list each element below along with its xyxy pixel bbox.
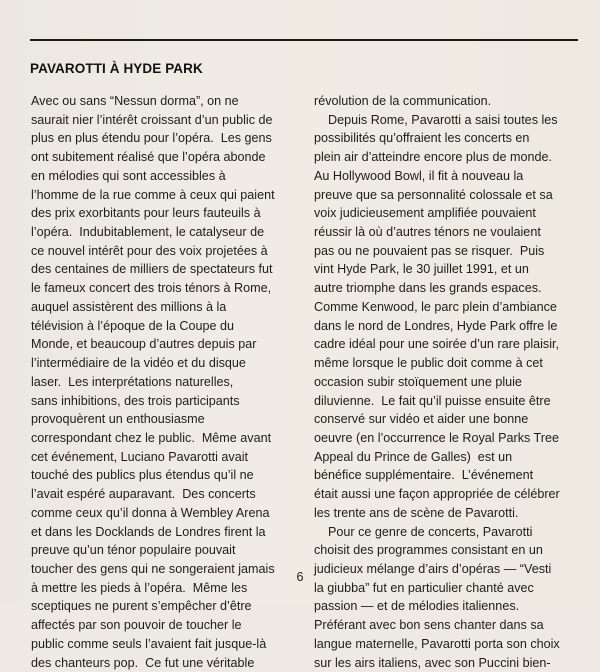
text-line: laser. Les interprétations naturelles, <box>31 374 234 389</box>
text-line: pas ou ne pouvaient pas se risquer. Puis <box>314 243 545 258</box>
text-line: les trente ans de scène de Pavarotti. <box>314 505 519 520</box>
text-line: correspondant chez le public. Même avant <box>31 430 272 445</box>
text-line: était aussi une façon appropriée de célébrer <box>314 487 560 502</box>
text-line: des chanteurs pop. Ce fut une véritable <box>31 655 255 670</box>
text-line: vint Hyde Park, le 30 juillet 1991, et un <box>314 262 529 277</box>
text-line: comme ceux qu’il donna à Wembley Arena <box>31 505 270 520</box>
text-line: sceptiques ne purent s’empêcher d’être <box>31 599 252 614</box>
text-line: Depuis Rome, Pavarotti a saisi toutes les <box>314 112 558 127</box>
text-line: bénéfice supplémentaire. L’événement <box>314 468 534 483</box>
text-line: la giubba” fut en particulier chanté avec <box>314 580 534 595</box>
text-line: judicieux mélange d’airs d’opéras — “Vesti <box>314 561 552 576</box>
text-line: conservé sur vidéo et aider une bonne <box>314 412 529 427</box>
text-line: provoquèrent un enthousiasme <box>31 412 205 427</box>
text-line: des centaines de milliers de spectateurs fut <box>31 262 273 277</box>
text-line: ce nouvel intérêt pour des voix projetées à <box>31 243 268 258</box>
text-line: voix judicieusement amplifiée pouvaient <box>314 206 536 221</box>
text-line: l’opéra. Indubitablement, le catalyseur de <box>31 225 265 240</box>
text-line: l’homme de la rue comme à ceux qui paient <box>31 187 275 202</box>
text-line: l’intermédiaire de la vidéo et du disque <box>31 356 246 371</box>
text-line: diluvienne. Le fait qu’il puisse ensuite être <box>314 393 551 408</box>
text-line: Pour ce genre de concerts, Pavarotti <box>314 524 533 539</box>
text-line: preuve qu’un ténor populaire pouvait <box>31 543 236 558</box>
text-line: cet événement, Luciano Pavarotti avait <box>31 449 249 464</box>
text-line: Avec ou sans “Nessun dorma”, on ne <box>31 94 239 108</box>
page-title: PAVAROTTI À HYDE PARK <box>30 61 203 76</box>
text-line: affectés par son pouvoir de toucher le <box>31 618 242 633</box>
text-line: Au Hollywood Bowl, il fit à nouveau la <box>314 168 524 183</box>
text-line: langue maternelle, Pavarotti porta son choix <box>314 636 560 651</box>
text-line: même lorsque le public doit comme à cet <box>314 356 543 371</box>
text-line: passion — et de mélodies italiennes. <box>314 599 520 614</box>
text-line: et dans les Docklands de Londres firent la <box>31 524 266 539</box>
text-line: Monde, et beaucoup d’autres depuis par <box>31 337 257 352</box>
text-line: ont subitement réalisé que l’opéra abonde <box>31 150 266 165</box>
text-line: toucher des gens qui ne songeraient jamais <box>31 561 275 576</box>
text-line: occasion subir stoïquement une pluie <box>314 374 522 389</box>
text-line: l’avait espéré auparavant. Des concerts <box>31 487 256 502</box>
text-line: cadre idéal pour une soirée d’un rare plaisir, <box>314 337 560 352</box>
text-line: plus en plus étendu pour l’opéra. Les gens <box>31 131 272 146</box>
page-number: 6 <box>296 570 304 584</box>
text-line: choisit des programmes consistant en un <box>314 543 543 558</box>
text-line: à mettre les pieds à l’opéra. Même les <box>31 580 248 595</box>
text-line: Appeal du Prince de Galles) est un <box>314 449 513 464</box>
text-line: des prix exorbitants pour leurs fauteuils à <box>31 206 261 221</box>
left-text-column <box>31 92 297 672</box>
text-line: auquel assistèrent des millions à la <box>31 299 227 314</box>
text-line: Comme Kenwood, le parc plein d’ambiance <box>314 299 557 314</box>
text-line: révolution de la communication. <box>314 94 492 108</box>
text-line: oeuvre (en l’occurrence le Royal Parks Tree <box>314 430 559 445</box>
text-line: touché des publics plus étendus qu’il ne <box>31 468 254 483</box>
text-line: sur les airs italiens, avec son Puccini bien- <box>314 655 551 670</box>
text-line: le fameux concert des trois ténors à Rome, <box>31 281 272 296</box>
text-line: réussir là où d’autres ténors ne voulaient <box>314 225 541 240</box>
text-line: dans le nord de Londres, Hyde Park offre le <box>314 318 558 333</box>
text-line: saurait nier l’intérêt croissant d’un public de <box>31 112 273 127</box>
title-rule <box>30 39 578 41</box>
text-line: possibilités qu’offraient les concerts en <box>314 131 530 146</box>
right-text-column <box>314 92 584 672</box>
text-line: plein air d’atteindre encore plus de monde. <box>314 150 553 165</box>
text-line: autre triomphe dans les grands espaces. <box>314 281 542 296</box>
text-line: Préférant avec bon sens chanter dans sa <box>314 618 544 633</box>
text-line: en mélodies qui sont accessibles à <box>31 168 226 183</box>
text-line: télévision à l’époque de la Coupe du <box>31 318 235 333</box>
text-line: sans inhibitions, des trois participants <box>31 393 240 408</box>
text-line: preuve que sa personnalité colossale et sa <box>314 187 553 202</box>
text-line: public comme seuls l’avaient fait jusque-là <box>31 636 267 651</box>
